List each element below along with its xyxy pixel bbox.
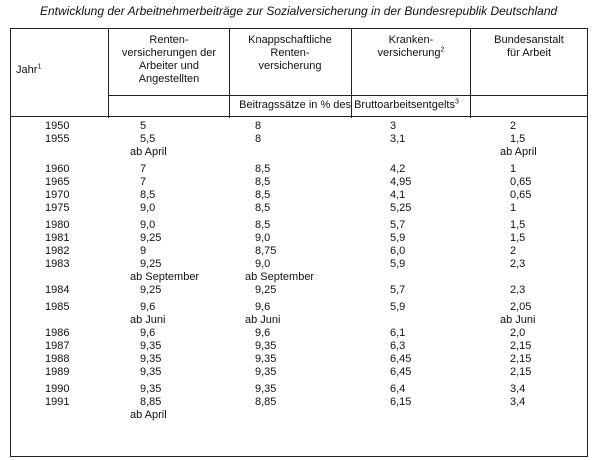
bundesanstalt-cell: 2,3 <box>510 284 526 296</box>
table-title: Entwicklung der Arbeitnehmerbeiträge zur Sozialversicherung in der Bundesrepublik Deutschland <box>40 4 558 18</box>
table-row <box>10 133 588 159</box>
year-cell: 1988 <box>45 353 70 365</box>
knapp-cell: 9,35 <box>255 353 277 365</box>
renten-cell: 9,25 <box>140 232 162 244</box>
table-row <box>10 353 588 366</box>
bundesanstalt-cell: 2,3 <box>510 258 526 270</box>
renten-note: ab April <box>130 409 167 421</box>
kranken-cell: 6,45 <box>390 353 412 365</box>
header-knappschaft: Knappschaftliche Renten- versicherung <box>248 34 332 72</box>
knapp-cell: 8,5 <box>255 202 271 214</box>
bundesanstalt-cell: 2,15 <box>510 340 532 352</box>
knapp-cell: 9,35 <box>255 366 277 378</box>
header-krankenversicherung: Kranken- versicherung$^2$ <box>377 34 445 59</box>
renten-cell: 7 <box>140 163 147 175</box>
knapp-cell: 8 <box>255 120 262 132</box>
bundesanstalt-cell: 2,15 <box>510 353 532 365</box>
year-cell: 1989 <box>45 366 70 378</box>
knapp-cell: 8,75 <box>255 245 277 257</box>
year-cell: 1965 <box>45 176 70 188</box>
kranken-cell: 6,4 <box>390 383 406 395</box>
knapp-cell: 8,5 <box>255 176 271 188</box>
bundesanstalt-cell: 2,15 <box>510 366 532 378</box>
renten-cell: 9,25 <box>140 284 162 296</box>
knapp-note: ab September <box>245 271 315 283</box>
header-divider <box>108 95 588 96</box>
knapp-cell: 9,6 <box>255 327 271 339</box>
renten-cell: 5 <box>140 120 147 132</box>
year-cell: 1981 <box>45 232 70 244</box>
knapp-cell: 9,35 <box>255 383 277 395</box>
renten-cell: 5,5 <box>140 133 156 145</box>
table-row <box>10 176 588 189</box>
table-row <box>10 245 588 258</box>
renten-cell: 9 <box>140 245 147 257</box>
year-cell: 1985 <box>45 301 70 313</box>
year-cell: 1960 <box>45 163 70 175</box>
table-row <box>10 120 588 133</box>
bundesanstalt-cell: 1,5 <box>510 232 526 244</box>
knapp-cell: 8,5 <box>255 189 271 201</box>
knapp-cell: 9,6 <box>255 301 271 313</box>
bundesanstalt-cell: 1 <box>510 163 517 175</box>
renten-cell: 8,85 <box>140 396 162 408</box>
bundesanstalt-cell: 2 <box>510 245 517 257</box>
year-cell: 1986 <box>45 327 70 339</box>
header-beitragssaetze: Beitragssätze in % des Bruttoarbeitsentgelts$^3$ <box>239 98 459 111</box>
year-cell: 1980 <box>45 219 70 231</box>
year-cell: 1984 <box>45 284 70 296</box>
renten-note: ab September <box>130 271 200 283</box>
renten-cell: 7 <box>140 176 147 188</box>
bundesanstalt-cell: 2,0 <box>510 327 526 339</box>
table-row <box>10 232 588 245</box>
table-row <box>10 258 588 284</box>
kranken-cell: 5,7 <box>390 219 406 231</box>
knapp-cell: 8,5 <box>255 163 271 175</box>
bundesanstalt-cell: 0,65 <box>510 176 532 188</box>
kranken-cell: 4,1 <box>390 189 406 201</box>
kranken-cell: 6,45 <box>390 366 412 378</box>
year-cell: 1990 <box>45 383 70 395</box>
renten-cell: 9,0 <box>140 219 156 231</box>
renten-cell: 8,5 <box>140 189 156 201</box>
table-row <box>10 396 588 422</box>
knapp-cell: 9,0 <box>255 258 271 270</box>
table-row <box>10 340 588 353</box>
year-cell: 1950 <box>45 120 70 132</box>
kranken-cell: 5,9 <box>390 258 406 270</box>
knapp-cell: 9,0 <box>255 232 271 244</box>
table-row <box>10 327 588 340</box>
table-row <box>10 366 588 379</box>
kranken-cell: 6,0 <box>390 245 406 257</box>
renten-cell: 9,35 <box>140 383 162 395</box>
bundesanstalt-note: ab Juni <box>500 314 536 326</box>
table-row <box>10 189 588 202</box>
table-row <box>10 284 588 297</box>
knapp-cell: 8,85 <box>255 396 277 408</box>
year-cell: 1982 <box>45 245 70 257</box>
year-cell: 1970 <box>45 189 70 201</box>
column-divider <box>108 28 109 118</box>
bundesanstalt-note: ab April <box>500 146 537 158</box>
bundesanstalt-cell: 1,5 <box>510 133 526 145</box>
bundesanstalt-cell: 3,4 <box>510 396 526 408</box>
bundesanstalt-cell: 1,5 <box>510 219 526 231</box>
renten-cell: 9,25 <box>140 258 162 270</box>
table-row <box>10 163 588 176</box>
kranken-cell: 5,7 <box>390 284 406 296</box>
table-row <box>10 202 588 215</box>
renten-cell: 9,35 <box>140 340 162 352</box>
knapp-cell: 9,25 <box>255 284 277 296</box>
renten-cell: 9,35 <box>140 366 162 378</box>
header-year: Jahr$^1$ <box>16 63 42 76</box>
knapp-cell: 8,5 <box>255 219 271 231</box>
kranken-cell: 4,2 <box>390 163 406 175</box>
bundesanstalt-cell: 2,05 <box>510 301 532 313</box>
year-cell: 1987 <box>45 340 70 352</box>
table-body <box>10 120 588 422</box>
year-cell: 1955 <box>45 133 70 145</box>
kranken-cell: 5,9 <box>390 232 406 244</box>
kranken-cell: 6,3 <box>390 340 406 352</box>
table-row <box>10 383 588 396</box>
renten-cell: 9,0 <box>140 202 156 214</box>
bundesanstalt-cell: 2 <box>510 120 517 132</box>
header-bundesanstalt: Bundesanstalt für Arbeit <box>494 34 564 59</box>
header-bottom-line <box>10 116 588 117</box>
year-cell: 1983 <box>45 258 70 270</box>
kranken-cell: 6,1 <box>390 327 406 339</box>
renten-cell: 9,6 <box>140 327 156 339</box>
year-cell: 1991 <box>45 396 70 408</box>
bundesanstalt-cell: 1 <box>510 202 517 214</box>
renten-cell: 9,6 <box>140 301 156 313</box>
kranken-cell: 3,1 <box>390 133 406 145</box>
kranken-cell: 5,9 <box>390 301 406 313</box>
header-rentenversicherung: Renten- versicherungen der Arbeiter und Angestellten <box>121 34 217 85</box>
kranken-cell: 3 <box>390 120 397 132</box>
table-row <box>10 219 588 232</box>
year-cell: 1975 <box>45 202 70 214</box>
renten-note: ab Juni <box>130 314 166 326</box>
bundesanstalt-cell: 3,4 <box>510 383 526 395</box>
knapp-note: ab Juni <box>245 314 281 326</box>
kranken-cell: 4,95 <box>390 176 412 188</box>
knapp-cell: 9,35 <box>255 340 277 352</box>
renten-note: ab April <box>130 146 167 158</box>
kranken-cell: 6,15 <box>390 396 412 408</box>
table-row <box>10 301 588 327</box>
bundesanstalt-cell: 0,65 <box>510 189 532 201</box>
renten-cell: 9,35 <box>140 353 162 365</box>
kranken-cell: 5,25 <box>390 202 412 214</box>
knapp-cell: 8 <box>255 133 262 145</box>
